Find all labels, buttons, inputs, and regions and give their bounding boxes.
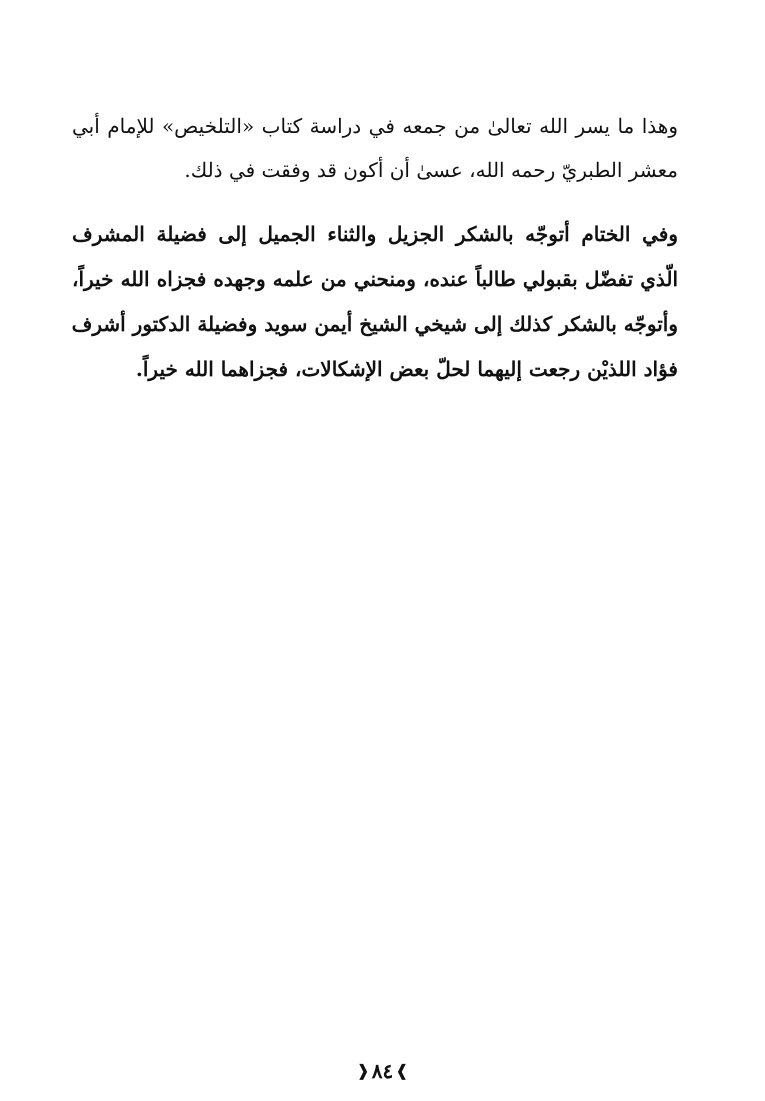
page-number: [0, 1057, 765, 1083]
ornament-bracket-icon: ❰: [356, 1060, 370, 1080]
closing-paragraph: [72, 104, 678, 192]
paragraph-line: وفي الختام أتوجّه بالشكر الجزيل والثناء الجميل إلى فضيلة المشرف: [72, 222, 678, 246]
ornament-bracket-icon: ❱: [395, 1060, 409, 1080]
paragraph-line: وهذا ما يسر الله تعالىٰ من جمعه في دراسة كتاب «التلخيص» للإمام أبي: [72, 114, 678, 138]
paragraph-line: الّذي تفضّل بقبولي طالباً عنده، ومنحني من علمه وجهده فجزاه الله خيراً،: [72, 267, 678, 291]
paragraph-line: وأتوجّه بالشكر كذلك إلى شيخي الشيخ أيمن سويد وفضيلة الدكتور أشرف: [72, 312, 678, 336]
paragraph-line: فؤاد اللذيْن رجعت إليهما لحلّ بعض الإشكالات، فجزاهما الله خيراً.: [135, 357, 678, 381]
page-number-value: ٨٤: [371, 1058, 394, 1083]
paragraph-line: معشر الطبريّ رحمه الله، عسىٰ أن أكون قد وفقت في ذلك.: [184, 158, 678, 182]
acknowledgement-paragraph: [72, 212, 678, 392]
